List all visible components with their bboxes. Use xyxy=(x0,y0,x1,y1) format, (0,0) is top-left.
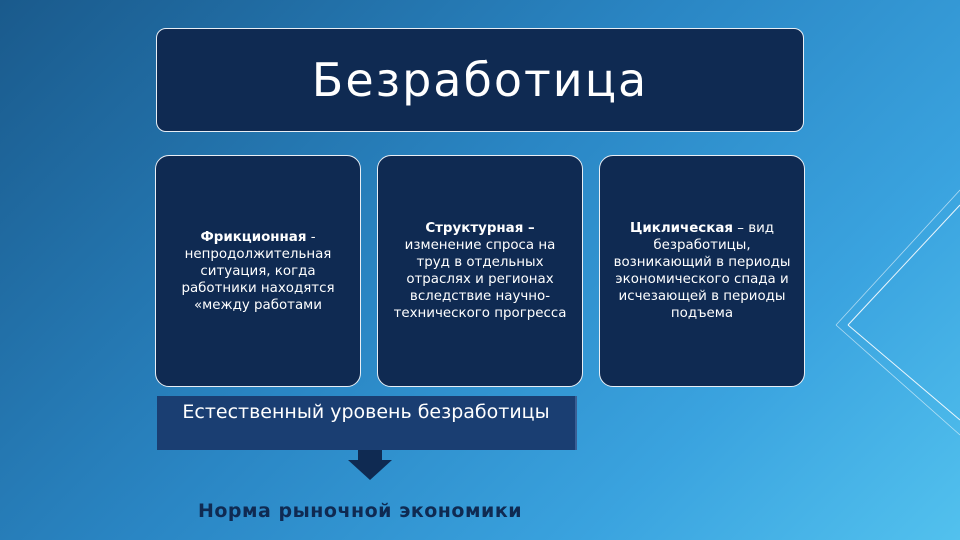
natural-unemployment-label: Естественный уровень безработицы xyxy=(182,401,550,423)
card-structural-description: изменение спроса на труд в отдельных отраслях и регионах вследствие научно-технического прогресса xyxy=(393,238,567,321)
card-cyclical-text xyxy=(600,220,804,322)
card-frictional-term: Фрикционная xyxy=(200,229,307,245)
title-box xyxy=(156,28,804,132)
card-frictional xyxy=(155,155,361,387)
down-arrow-icon xyxy=(348,450,392,482)
market-norm-label: Норма рыночной экономики xyxy=(197,500,523,522)
card-cyclical xyxy=(599,155,805,387)
natural-unemployment-box xyxy=(157,396,577,450)
card-frictional-description: - непродолжительная ситуация, когда работники находятся «между работами xyxy=(181,229,335,313)
card-frictional-text xyxy=(156,229,360,314)
card-structural xyxy=(377,155,583,387)
diagram-title: Безработица xyxy=(311,53,649,107)
card-structural-term: Структурная – xyxy=(425,221,535,236)
card-cyclical-description: – вид безработицы, возникающий в периоды экономического спада и исчезающей в периоды подъема xyxy=(613,221,791,321)
card-cyclical-term: Циклическая xyxy=(629,221,733,236)
card-structural-text xyxy=(378,220,582,322)
